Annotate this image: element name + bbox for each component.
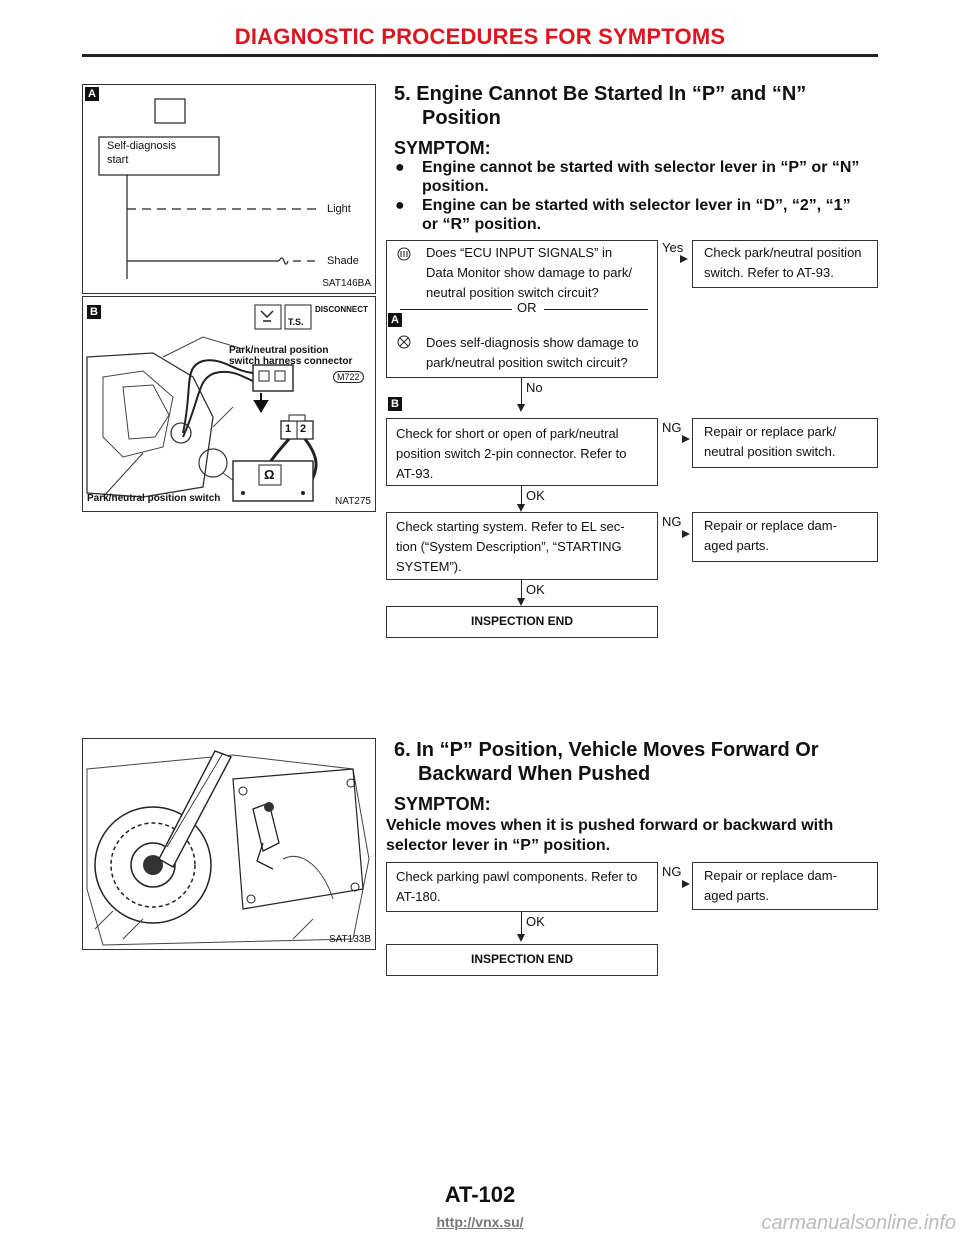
or-label: OR (517, 300, 537, 315)
figure-code: NAT275 (335, 496, 371, 507)
or-divider-right (544, 309, 648, 310)
section6-symptom-heading: SYMPTOM: (394, 794, 491, 814)
flow-tag-b: B (388, 397, 402, 411)
page-number: AT-102 (444, 1182, 516, 1207)
step2-text: Check for short or open of park/neutral position switch 2-pin connector. Refer to AT-93. (396, 426, 627, 481)
yes-label: Yes (662, 240, 684, 255)
section5-symptom-heading: SYMPTOM: (394, 138, 491, 158)
bullet-marker: ● (395, 159, 405, 176)
no-label: No (526, 380, 543, 395)
figure-tag-b: B (87, 305, 101, 319)
flow-connector (521, 486, 522, 506)
section6-title-line1: 6. In “P” Position, Vehicle Moves Forward Or (394, 739, 819, 761)
flow-arrow-down (517, 934, 525, 942)
ohm-symbol: Ω (264, 467, 275, 482)
connector-code-label: M722 (333, 371, 364, 383)
self-diagnosis-start-label: Self-diagnosis start (107, 140, 177, 166)
light-label: Light (327, 203, 351, 215)
parking-pawl-illustration (83, 739, 375, 949)
connector-illustration (83, 297, 375, 511)
section5-title-line2: Position (422, 107, 501, 129)
figure-parking-pawl (82, 738, 376, 950)
harness-connector-label: Park/neutral position switch harness connector (229, 345, 353, 367)
ng1-result-text: Repair or replace park/ neutral position switch. (704, 424, 837, 459)
flow-connector (521, 378, 522, 404)
section5-bullet-2-line1: Engine can be started with selector lever in “D”, “2”, “1” (422, 197, 851, 214)
ecu-input-icon (396, 246, 412, 262)
flow-arrow-down (517, 598, 525, 606)
ng2-result-text: Repair or replace dam- aged parts. (704, 518, 837, 553)
pin-1-label: 1 (285, 423, 292, 435)
ok-label: OK (526, 488, 545, 503)
ng-arrow (682, 435, 690, 443)
self-diagnosis-icon (396, 334, 412, 350)
s6-step1-text: Check parking pawl components. Refer to AT-180. (396, 869, 638, 904)
pin-2-label: 2 (300, 423, 307, 435)
ng-arrow (682, 880, 690, 888)
s6-ng-result-text: Repair or replace dam- aged parts. (704, 868, 837, 903)
flow-arrow-down (517, 404, 525, 412)
ok-label: OK (526, 582, 545, 597)
figure-self-diagnosis (82, 84, 376, 294)
ok-label: OK (526, 914, 545, 929)
figure-code: SAT146BA (322, 278, 371, 289)
flow-connector (521, 580, 522, 600)
flow-arrow-down (517, 504, 525, 512)
step3-text: Check starting system. Refer to EL sec- tion (“System Description”, “STARTING SYSTEM”). (396, 519, 625, 574)
flow-question-1: Does “ECU INPUT SIGNALS” in Data Monitor show damage to park/ neutral position switch circuit? (426, 245, 632, 300)
watermark: carmanualsonline.info (761, 1212, 956, 1234)
s6-inspection-end-text: INSPECTION END (470, 952, 573, 966)
section6-title-line2: Backward When Pushed (418, 763, 651, 785)
yes-result-text: Check park/neutral position switch. Refer to AT-93. (704, 245, 862, 280)
ts-label: T.S. (288, 317, 304, 327)
yes-arrow (680, 255, 688, 263)
section5-bullet-2-line2: or “R” position. (422, 216, 542, 233)
section6-para-line2: selector lever in “P” position. (386, 837, 611, 854)
figure-connector (82, 296, 376, 512)
ng-label: NG (662, 420, 682, 435)
section5-title-line1: 5. Engine Cannot Be Started In “P” and “N” (394, 83, 807, 105)
section5-bullet-1-line2: position. (422, 178, 489, 195)
footer-url-link[interactable]: http://vnx.su/ (436, 1214, 524, 1230)
ng-arrow (682, 530, 690, 538)
shade-label: Shade (327, 255, 359, 267)
section5-bullet-1-line1: Engine cannot be started with selector lever in “P” or “N” (422, 159, 860, 176)
ng-label: NG (662, 514, 682, 529)
flow-connector (521, 912, 522, 936)
or-divider-left (400, 309, 512, 310)
figure-tag-a: A (85, 87, 99, 101)
section6-para-line1: Vehicle moves when it is pushed forward or backward with (386, 817, 834, 834)
disconnect-label: DISCONNECT (315, 305, 368, 314)
inspection-end-text: INSPECTION END (470, 614, 573, 628)
bullet-marker: ● (395, 197, 405, 214)
page-header-title: DIAGNOSTIC PROCEDURES FOR SYMPTOMS (234, 24, 726, 49)
flow-question-2: Does self-diagnosis show damage to park/neutral position switch circuit? (426, 335, 639, 370)
figure-code: SAT133B (328, 934, 371, 945)
header-rule (82, 54, 878, 57)
switch-label: Park/neutral position switch (87, 493, 221, 504)
ng-label: NG (662, 864, 682, 879)
flow-tag-a: A (388, 313, 402, 327)
